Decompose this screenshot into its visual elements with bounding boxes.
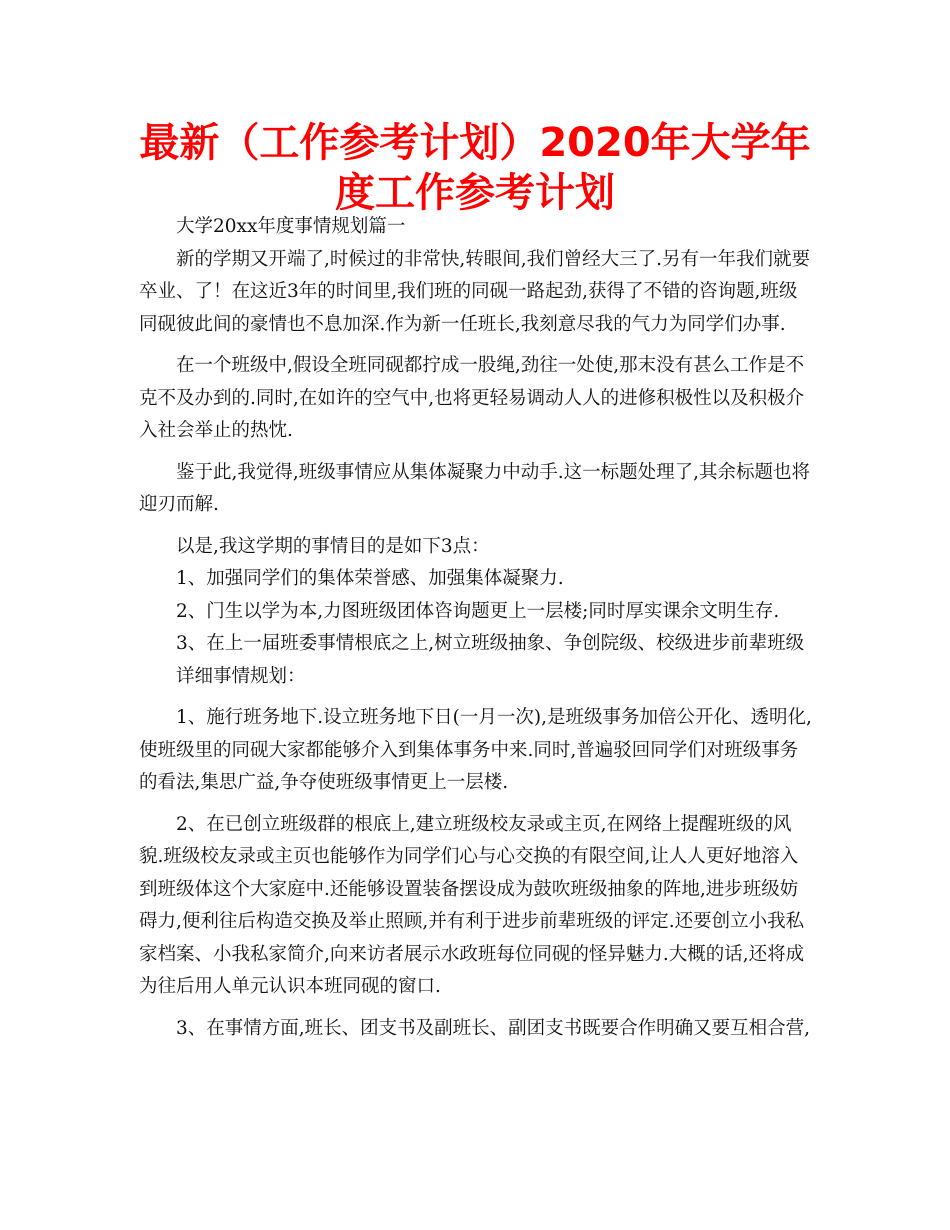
paragraph-intro: 新的学期又开端了,时候过的非常快,转眼间,我们曾经大三了.另有一年我们就要卒业、了！在这近3年的时间里,我们班的同砚一路起劲,获得了不错的咨询题,班级同砚彼此间的豪情也不息加深.作为新一任班长,我刻意尽我的气力为同学们办事. [139, 248, 811, 335]
paragraph-heading: 大学20xx年度事情规划篇一 [176, 216, 406, 237]
plan-item: 3、在事情方面,班长、团支书及副班长、副团支书既要合作明确又要互相合营, [176, 1017, 811, 1039]
paragraph: 鉴于此,我觉得,班级事情应从集体凝聚力中动手.这一标题处理了,其余标题也将迎刃而解. [139, 461, 811, 515]
list-item: 2、门生以学为本,力图班级团体咨询题更上一层楼;同时厚实课余文明生存. [176, 600, 780, 622]
paragraph: 在一个班级中,假设全班同砚都拧成一股绳,劲往一处使,那末没有甚么工作是不克不及办到的.同时,在如许的空气中,也将更轻易调动人人的进修积极性以及积极介入社会举止的热忱. [139, 355, 805, 441]
list-item: 3、在上一届班委事情根底之上,树立班级抽象、争创院级、校级进步前辈班级 [176, 633, 805, 654]
document-title: 最新（工作参考计划）2020年大学年度工作参考计划 [139, 120, 811, 216]
plan-item: 1、施行班务地下.设立班务地下日(一月一次),是班级事务加倍公开化、透明化,使班级里的同砚大家都能够介入到集体事务中来.同时,普遍驳回同学们对班级事务的看法,集思广益,争夺使班级事情更上一层楼. [139, 707, 812, 793]
paragraph: 以是,我这学期的事情目的是如下3点： [176, 535, 490, 557]
subheading: 详细事情规划： [176, 665, 306, 687]
document-body [139, 211, 815, 1045]
list-item: 1、加强同学们的集体荣誉感、加强集体凝聚力. [176, 568, 564, 589]
plan-item: 2、在已创立班级群的根底上,建立班级校友录或主页,在网络上提醒班级的风貌.班级校友录或主页也能够作为同学们心与心交换的有限空间,让人人更好地溶入到班级体这个大家庭中.还能够设置装备摆设成为鼓吹班级抽象的阵地,进步班级妨碍力,便利往后构造交换及举止照顾,并有利于进步前辈班级的评定.还要创立小我私家档案、小我私家简介,向来访者展示水政班每位同砚的怪异魅力.大概的话,还将成为往后用人单元认识本班同砚的窗口. [139, 813, 805, 997]
